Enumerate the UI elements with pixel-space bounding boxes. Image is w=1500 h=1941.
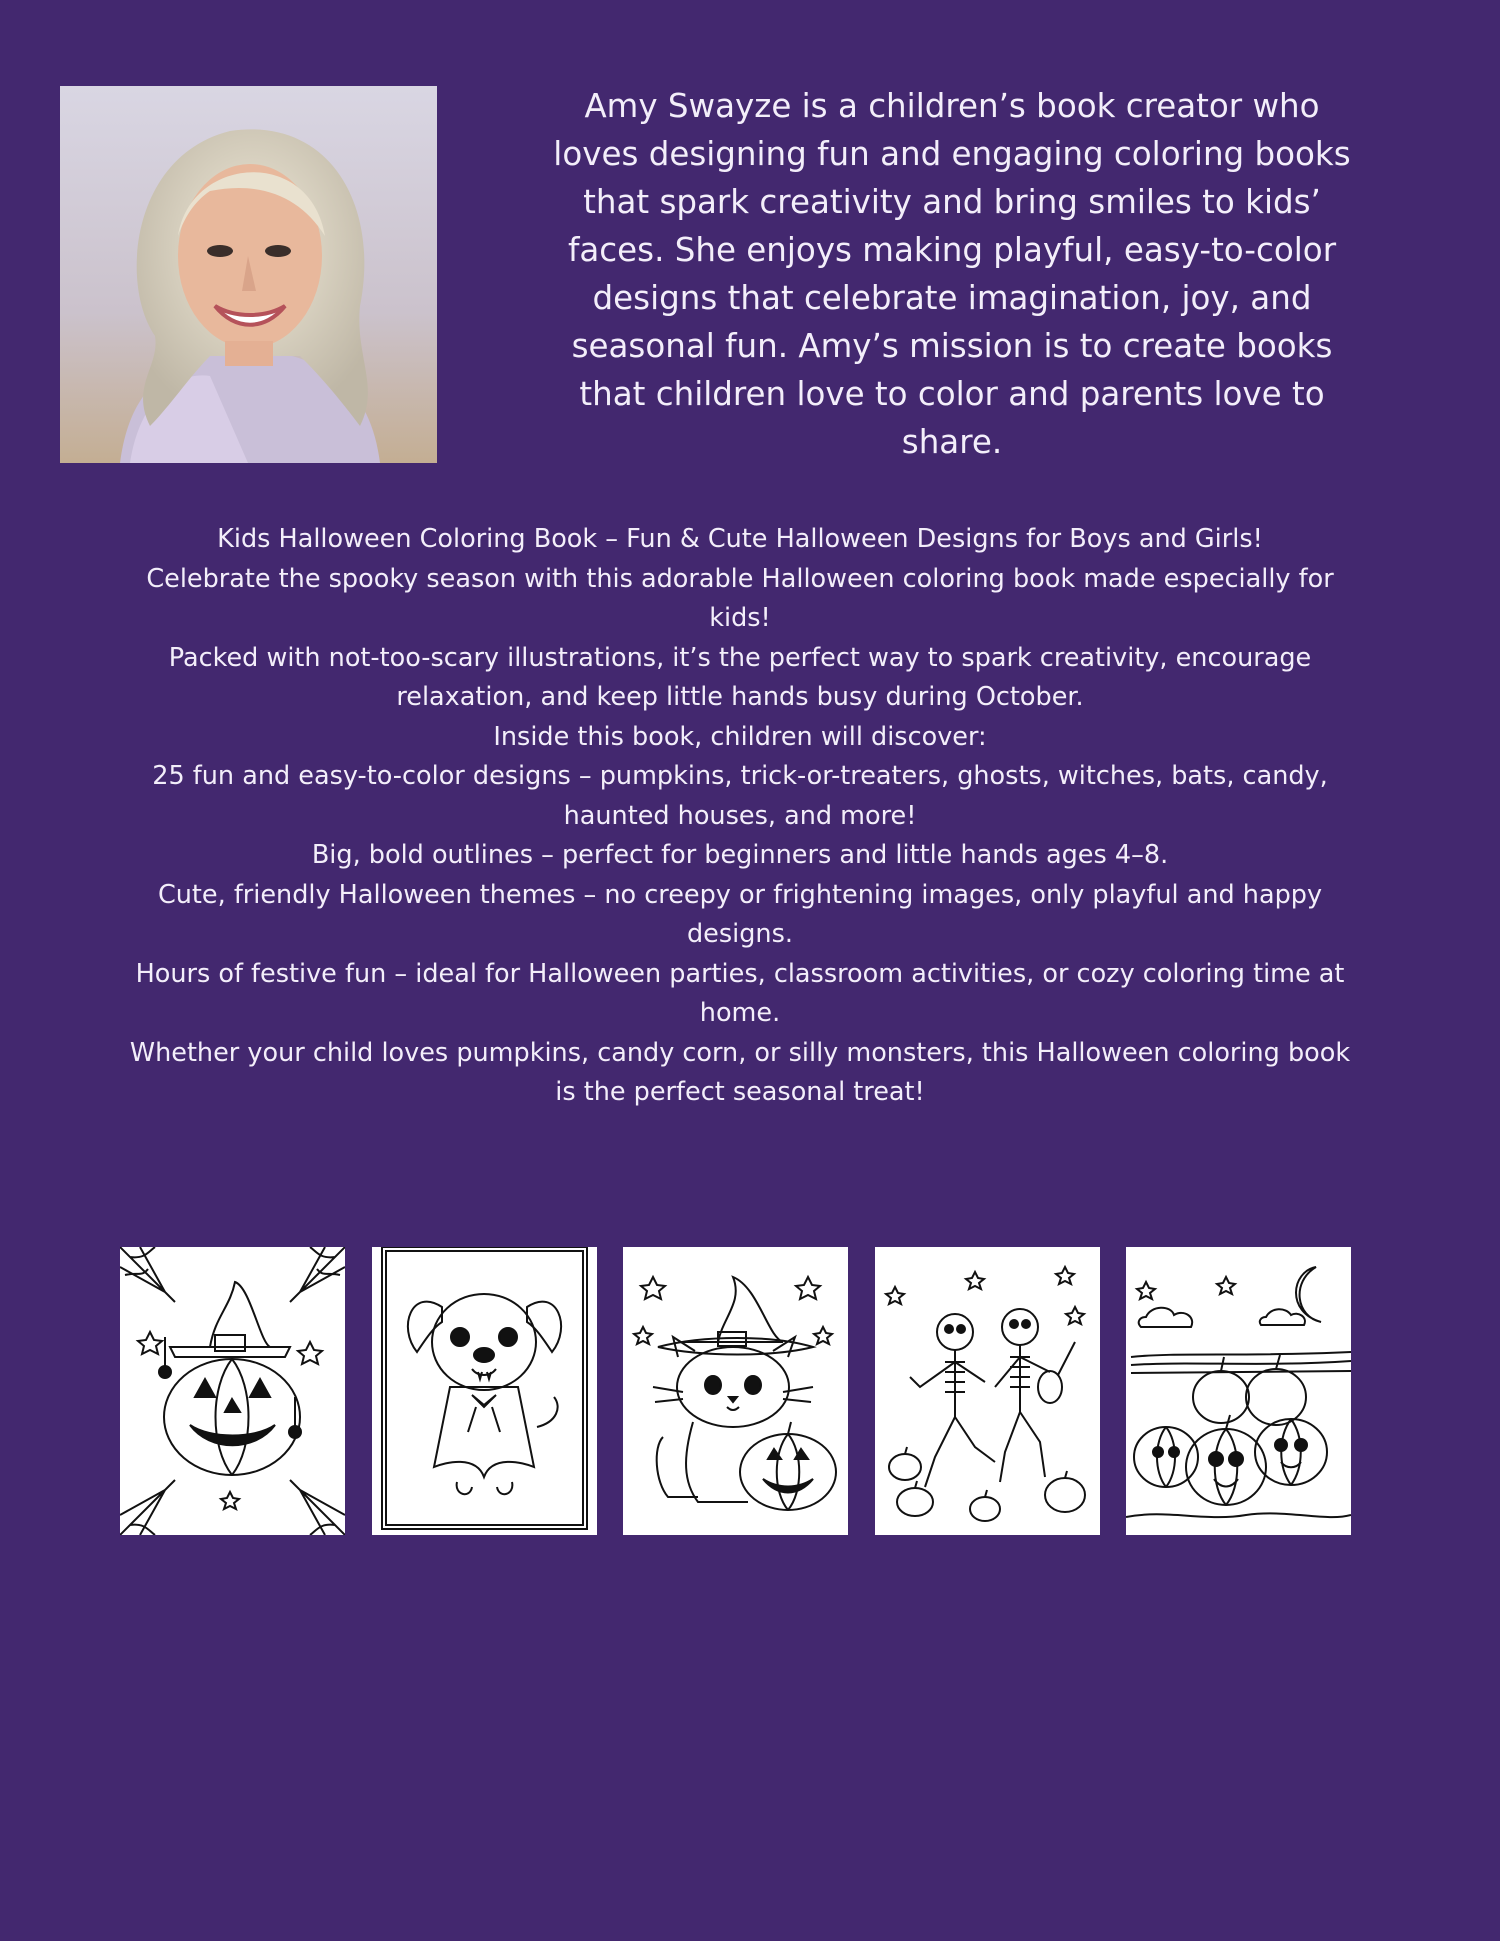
sample-page <box>1126 1247 1351 1535</box>
book-description <box>120 520 1360 1113</box>
description-line: Big, bold outlines – perfect for beginners and little hands ages 4–8. <box>311 840 1169 870</box>
description-line: Whether your child loves pumpkins, candy corn, or silly monsters, this Halloween coloring book is the perfect seasonal treat! <box>129 1037 1351 1107</box>
jack-o-lantern-witch-hat-icon <box>120 1247 345 1535</box>
sample-page <box>372 1247 597 1535</box>
puppy-vampire-cape-icon <box>372 1247 597 1535</box>
pumpkin-patch-moon-icon <box>1126 1247 1351 1535</box>
author-portrait-icon <box>60 86 437 463</box>
author-bio: Amy Swayze is a children’s book creator who loves designing fun and engaging coloring books that spark creativity and bring smiles to kids’ faces. She enjoys making playful, easy-to-color designs that celebrate imagination, joy, and seasonal fun. Amy’s mission is to create books that children love to color and parents love to share. <box>553 87 1351 461</box>
description-line: Cute, friendly Halloween themes – no creepy or frightening images, only playful and happy designs. <box>157 879 1323 949</box>
sample-page <box>623 1247 848 1535</box>
description-line: Hours of festive fun – ideal for Halloween parties, classroom activities, or cozy coloring time at home. <box>135 958 1345 1028</box>
description-line: Packed with not-too-scary illustrations, it’s the perfect way to spark creativity, encourage relaxation, and keep little hands busy during October. <box>168 642 1312 712</box>
description-line: Celebrate the spooky season with this adorable Halloween coloring book made especially for kids! <box>146 563 1334 633</box>
description-line: 25 fun and easy-to-color designs – pumpkins, trick-or-treaters, ghosts, witches, bats, candy, haunted houses, and more! <box>152 761 1328 831</box>
author-photo <box>60 86 437 463</box>
kitten-witch-hat-pumpkin-icon <box>623 1247 848 1535</box>
sample-page <box>120 1247 345 1535</box>
sample-page <box>875 1247 1100 1535</box>
sample-pages <box>120 1247 1351 1535</box>
description-line: Kids Halloween Coloring Book – Fun & Cute Halloween Designs for Boys and Girls! <box>217 524 1263 554</box>
dancing-skeletons-icon <box>875 1247 1100 1535</box>
description-line: Inside this book, children will discover: <box>493 721 987 752</box>
